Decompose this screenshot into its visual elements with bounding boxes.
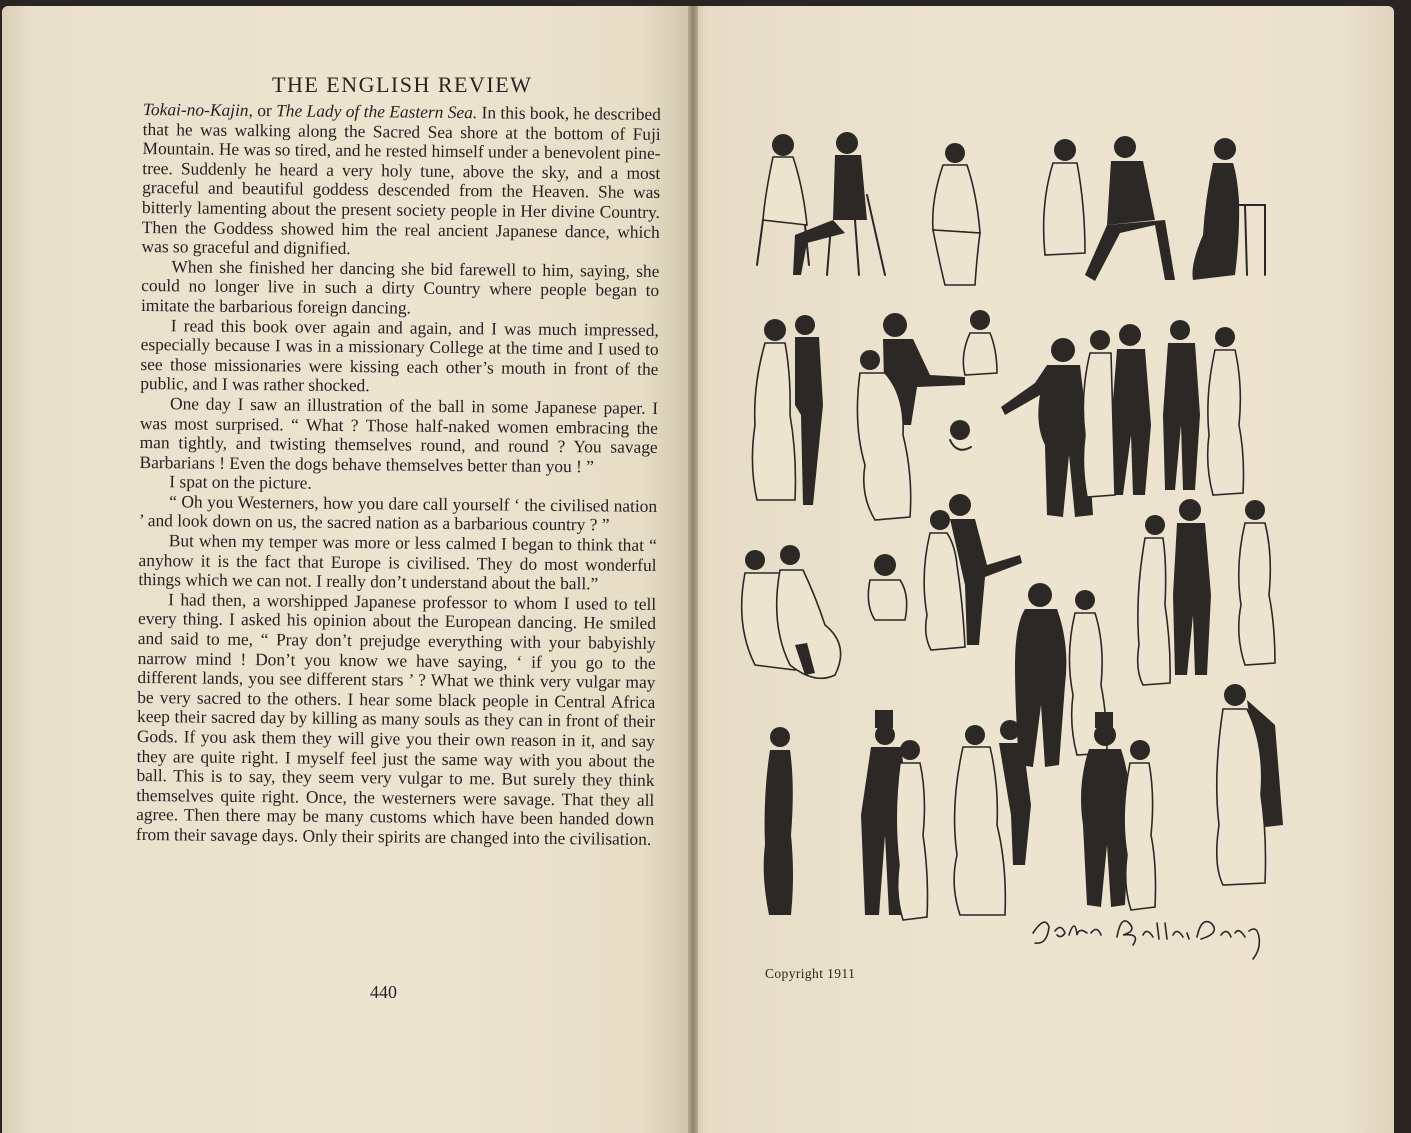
waltzing-couple-sketch bbox=[857, 310, 997, 520]
right-couple-sketch bbox=[1138, 499, 1275, 685]
copyright-notice: Copyright 1911 bbox=[765, 966, 856, 981]
paragraph-text: I spat on the picture. bbox=[169, 471, 312, 493]
italic-title: The Lady of the Eastern Sea. bbox=[276, 100, 478, 123]
paragraph-text: One day I saw an illustration of the ball in some Japanese paper. I was most surprised. “ What ? Those half-naked women embracing the man tightly, and twisting themselves round, and round ? You savage Barbarians ! Even the dogs behave themselves better than you ! ” bbox=[139, 393, 659, 477]
body-paragraph bbox=[139, 492, 657, 536]
italic-title: Tokai-no-Kajin, bbox=[142, 99, 254, 121]
dancing-couple-sketch bbox=[752, 315, 823, 505]
paragraph-text: I read this book over again and again, and I was much impressed, especially because I was in a missionary College at the time and I used to see those missionaries were kissing each other’s mouth in front of the public, and I was rather shocked. bbox=[140, 314, 659, 396]
seated-couple-sketch bbox=[757, 132, 885, 275]
page-number: 440 bbox=[370, 982, 397, 1002]
body-paragraph bbox=[138, 531, 657, 595]
tailcoat-back-sketch bbox=[1015, 583, 1107, 767]
standing-couples-sketch bbox=[1083, 320, 1243, 497]
group-seated-sketch bbox=[1044, 136, 1265, 281]
body-paragraph bbox=[136, 590, 656, 850]
body-paragraph bbox=[141, 100, 660, 262]
top-hat-couple-sketch bbox=[861, 710, 928, 920]
artist-signature bbox=[1025, 905, 1280, 963]
running-head: THE ENGLISH REVIEW bbox=[272, 72, 533, 97]
body-paragraph bbox=[141, 257, 660, 321]
body-paragraph bbox=[139, 394, 658, 477]
dancers-illustration bbox=[735, 125, 1305, 965]
paragraph-text: or bbox=[252, 100, 277, 121]
couple-dancing-sketch bbox=[924, 494, 1022, 650]
paragraph-text: “ Oh you Westerners, how you dare call yourself ‘ the civilised nation ’ and look down on us, the sacred nation as a barbarious country ? ” bbox=[138, 491, 658, 535]
lady-in-gown-sketch bbox=[1217, 684, 1283, 885]
lady-standing-sketch bbox=[764, 727, 793, 915]
seated-ladies-sketch bbox=[742, 545, 907, 678]
seated-woman-sketch bbox=[933, 143, 980, 285]
paragraph-text: When she finished her dancing she bid farewell to him, saying, she could no longer live in such a dirty Country where people began to imitate the barbarious foreign dancing. bbox=[140, 256, 660, 318]
paragraph-text: I had then, a worshipped Japanese professor to whom I used to tell every thing. I asked his opinion about the European dancing. He smiled and said to me, “ Pray don’t prejudge everything with your babyishly narrow mind ! Don’t you know we have saying, ‘ if you go to the different lands, you see different stars ’ ? What we think very vulgar may be very sacred to the others. I hear some black people in Central Africa keep their sacred day by killing as many souls as they can in front of their Gods. If you ask them they will give you their own reason in it, and say they are quite right. I myself feel just the same way with you about the ball. This is to say, they seem very vulgar to me. But surely they think themselves quite right. Once, the westerners were savage. That they all agree. Then there may be many customs which have been handed down from their savage days. Only their spirits are changed into the civilisation. bbox=[135, 589, 657, 849]
body-text bbox=[136, 100, 661, 850]
body-paragraph bbox=[140, 316, 659, 399]
paragraph-text: But when my temper was more or less calmed I began to think that “ anyhow it is the fact that Europe is civilised. They do most wonderful things which we can not. I really don’t understand about the ball.” bbox=[138, 530, 657, 594]
paragraph-text: In this book, he described that he was walking along the Sacred Sea shore at the bottom of Fuji Mountain. He was so tired, and he rested himself under a benevolent pine-tree. Suddenly he heard a very holy tune, above the sky, and a most graceful and beautiful goddess descended from the Heaven. She was bitterly lamenting about the present society people in Her divine Country. Then the Goddess showed him the real ancient Japanese dance, which was so graceful and dignified. bbox=[141, 102, 661, 259]
bride-dancer-sketch bbox=[954, 720, 1031, 915]
book-gutter bbox=[688, 6, 698, 1133]
